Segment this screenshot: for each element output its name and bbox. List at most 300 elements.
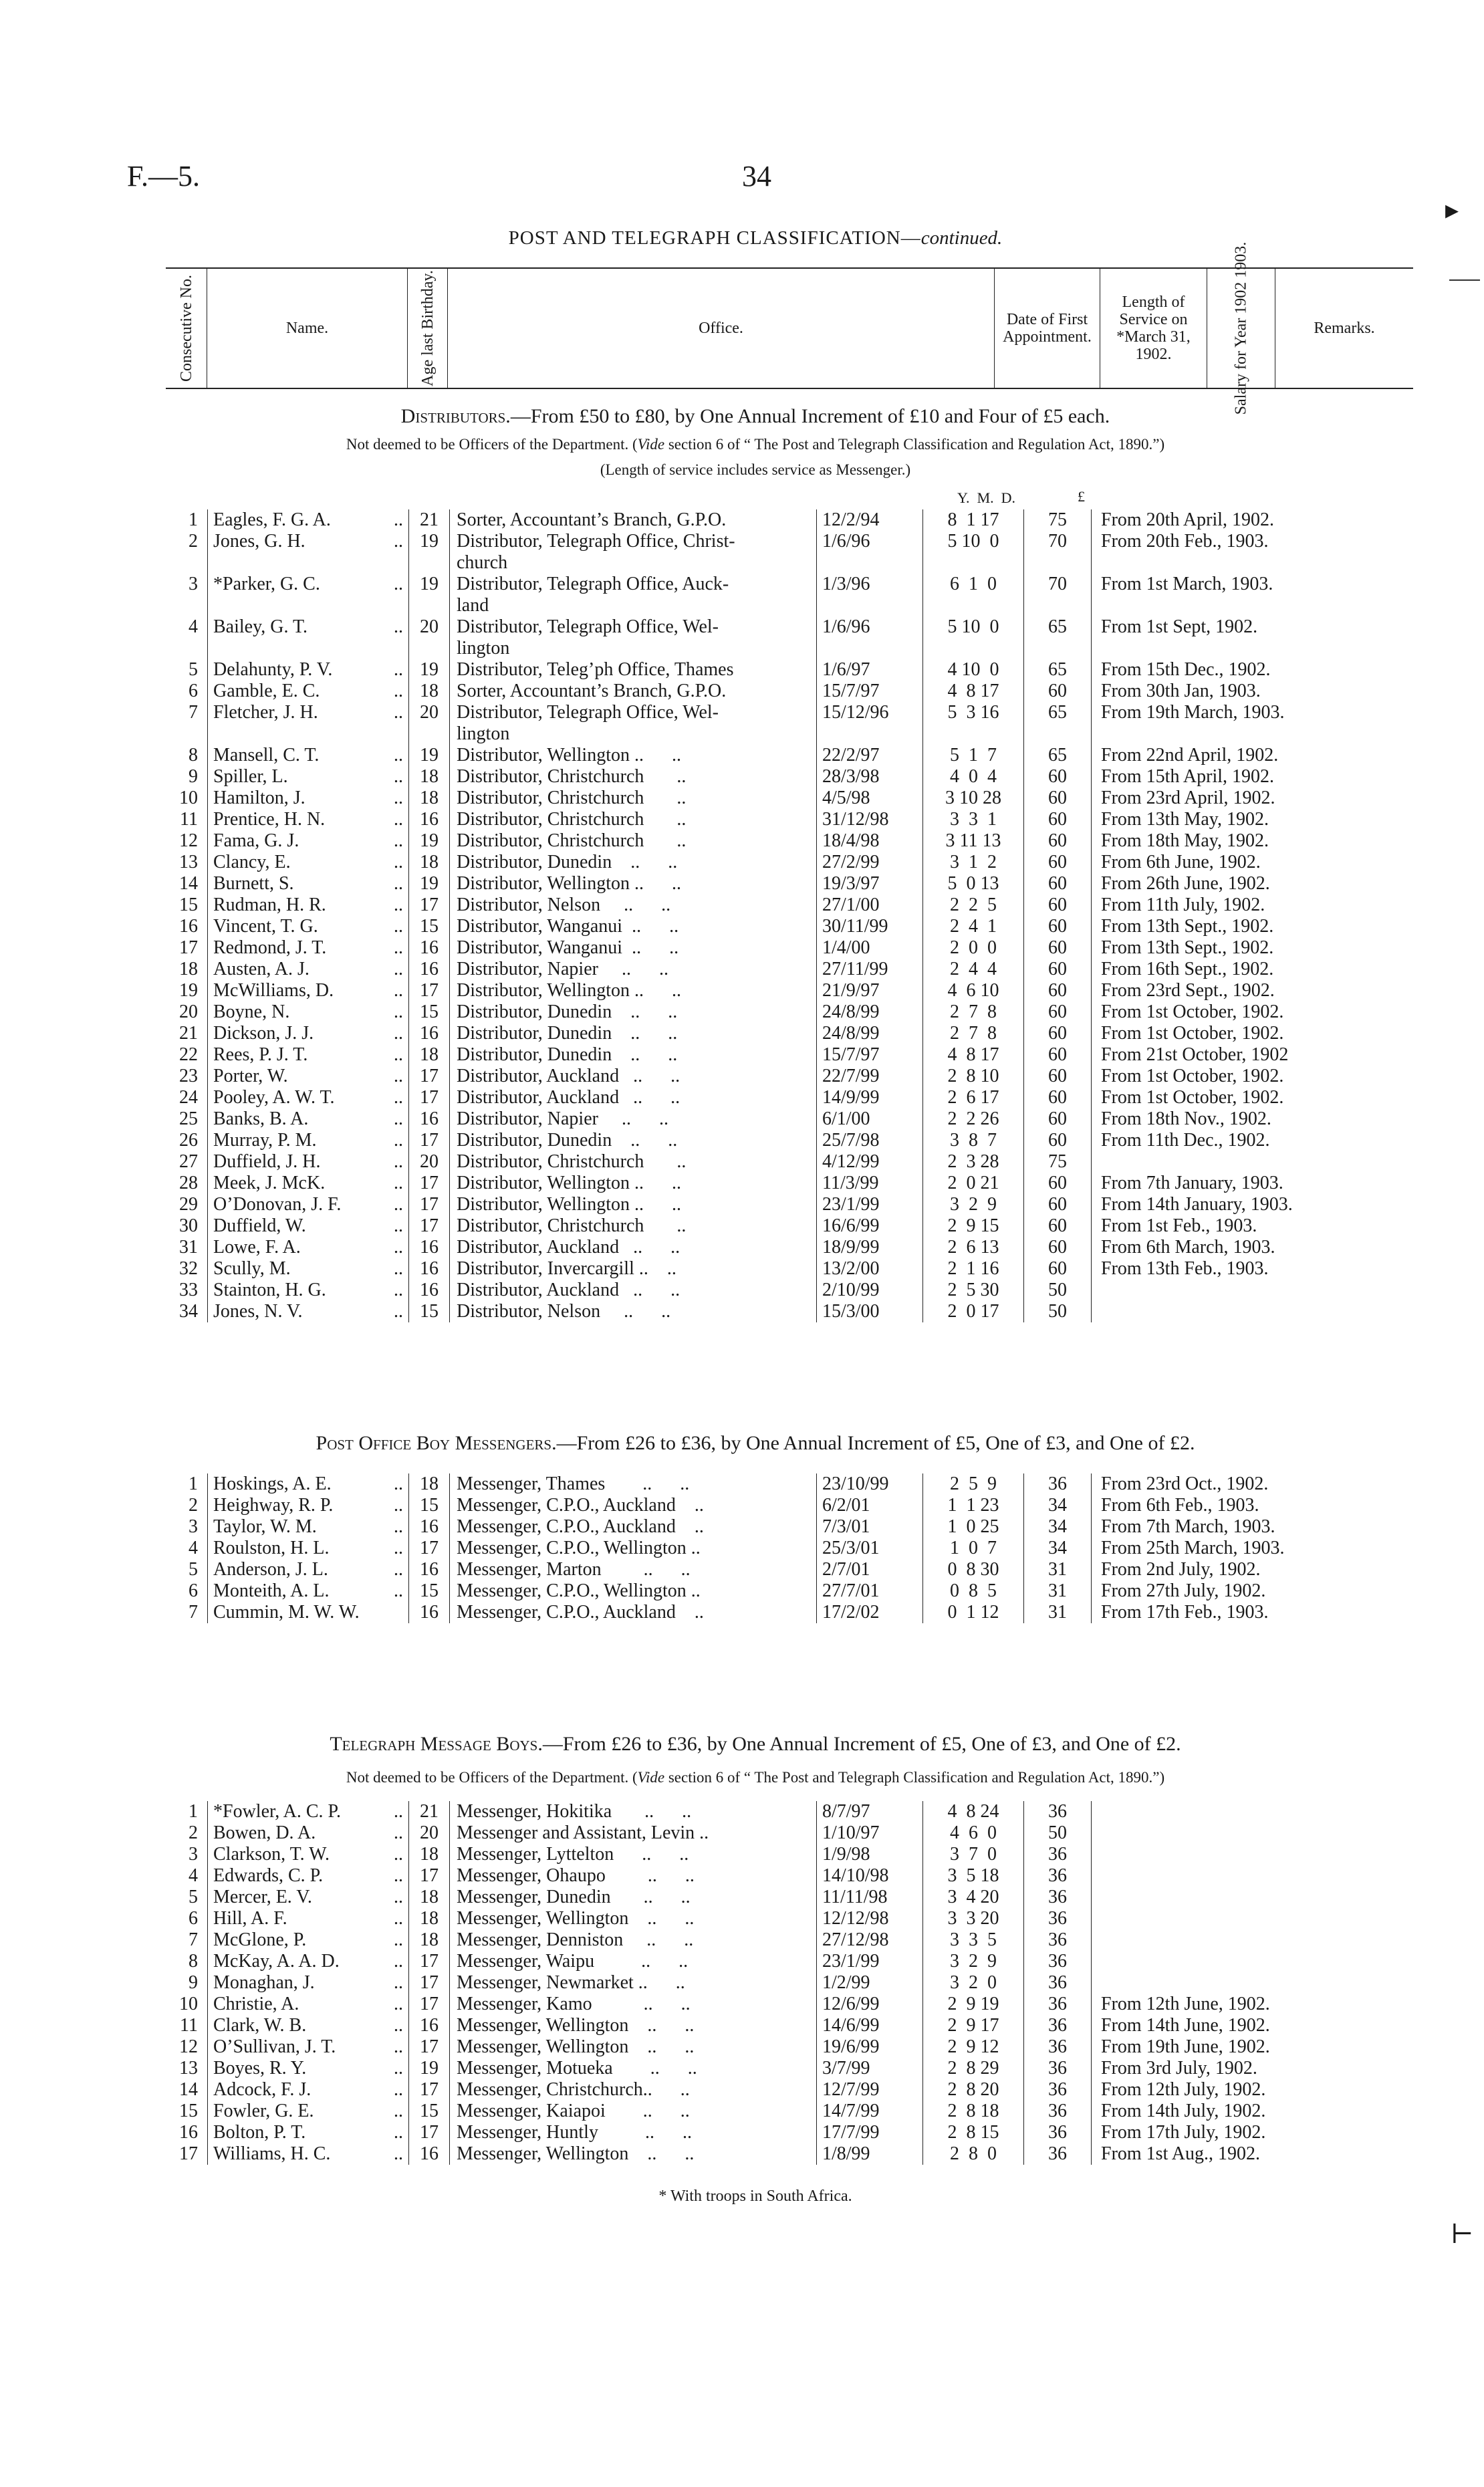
row-remarks: From 14th July, 1902. xyxy=(1092,2101,1396,2122)
row-number: 20 xyxy=(179,1001,198,1022)
row-age: 19 xyxy=(409,873,450,895)
row-date: 18/4/98 xyxy=(817,830,923,852)
row-salary: 34 xyxy=(1024,1495,1092,1516)
row-salary: 50 xyxy=(1024,1280,1092,1301)
table-row xyxy=(175,1194,1395,1215)
table-row xyxy=(175,1844,1395,1865)
row-remarks: From 1st October, 1902. xyxy=(1092,1001,1396,1023)
table-row xyxy=(175,1473,1395,1495)
col-age: Age last Birthday. xyxy=(408,269,448,388)
row-remarks: From 19th March, 1903. xyxy=(1092,702,1396,745)
row-date: 16/6/99 xyxy=(817,1215,923,1237)
row-office: Messenger, C.P.O., Auckland .. xyxy=(450,1602,817,1623)
row-remarks xyxy=(1092,1929,1396,1951)
row-date: 23/10/99 xyxy=(817,1473,923,1495)
row-remarks xyxy=(1092,1887,1396,1908)
row-name: Hamilton, J. .. xyxy=(208,788,409,809)
row-age: 19 xyxy=(409,574,450,616)
row-remarks: From 15th April, 1902. xyxy=(1092,766,1396,788)
table-row xyxy=(175,1237,1395,1258)
row-salary: 36 xyxy=(1024,1865,1092,1887)
row-length: 2 8 0 xyxy=(923,2143,1024,2165)
row-remarks: From 11th July, 1902. xyxy=(1092,895,1396,916)
row-age: 17 xyxy=(409,1215,450,1237)
row-date: 12/6/99 xyxy=(817,1994,923,2015)
row-length: 2 8 20 xyxy=(923,2079,1024,2101)
row-remarks: From 22nd April, 1902. xyxy=(1092,745,1396,766)
row-office: Sorter, Accountant’s Branch, G.P.O. xyxy=(450,509,817,531)
table-row xyxy=(175,1495,1395,1516)
row-number: 9 xyxy=(189,1972,198,1993)
row-name: Fama, G. J. .. xyxy=(208,830,409,852)
row-date: 12/7/99 xyxy=(817,2079,923,2101)
row-date: 22/7/99 xyxy=(817,1066,923,1087)
row-number: 1 xyxy=(189,1801,198,1822)
table-row xyxy=(175,1280,1395,1301)
table-row xyxy=(175,1887,1395,1908)
row-name: Williams, H. C. .. xyxy=(208,2143,409,2165)
row-remarks xyxy=(1092,1822,1396,1844)
row-age: 17 xyxy=(409,1194,450,1215)
row-salary: 65 xyxy=(1024,659,1092,681)
row-remarks: From 25th March, 1903. xyxy=(1092,1538,1396,1559)
row-length: 2 8 15 xyxy=(923,2122,1024,2143)
row-length: 3 3 1 xyxy=(923,809,1024,830)
table-row xyxy=(175,1215,1395,1237)
table-row xyxy=(175,916,1395,937)
row-length: 5 3 16 xyxy=(923,702,1024,745)
row-length: 2 2 26 xyxy=(923,1108,1024,1130)
col-length: Length of Service on *March 31, 1902. xyxy=(1100,269,1207,388)
row-length: 5 10 0 xyxy=(923,616,1024,659)
row-office: Distributor, Wellington .. .. xyxy=(450,873,817,895)
row-salary: 36 xyxy=(1024,1951,1092,1972)
row-office: Distributor, Auckland .. .. xyxy=(450,1280,817,1301)
row-salary: 60 xyxy=(1024,873,1092,895)
margin-mark-bottom: ⊢ xyxy=(1451,2219,1474,2249)
row-length: 2 8 10 xyxy=(923,1066,1024,1087)
row-length: 0 1 12 xyxy=(923,1602,1024,1623)
row-length: 4 8 24 xyxy=(923,1801,1024,1822)
row-date: 3/7/99 xyxy=(817,2058,923,2079)
row-salary: 60 xyxy=(1024,852,1092,873)
row-length: 5 0 13 xyxy=(923,873,1024,895)
row-name: Meek, J. McK. .. xyxy=(208,1173,409,1194)
row-date: 6/1/00 xyxy=(817,1108,923,1130)
row-number: 12 xyxy=(179,830,198,851)
row-office: Distributor, Christchurch .. xyxy=(450,830,817,852)
table-row xyxy=(175,531,1395,574)
row-date: 1/8/99 xyxy=(817,2143,923,2165)
row-age: 19 xyxy=(409,745,450,766)
row-length: 2 9 19 xyxy=(923,1994,1024,2015)
row-number: 11 xyxy=(180,809,198,830)
table-row xyxy=(175,1044,1395,1066)
row-name: McGlone, P. .. xyxy=(208,1929,409,1951)
row-number: 24 xyxy=(179,1087,198,1108)
row-office: Distributor, Wanganui .. .. xyxy=(450,916,817,937)
row-length: 3 4 20 xyxy=(923,1887,1024,1908)
row-date: 28/3/98 xyxy=(817,766,923,788)
row-age: 17 xyxy=(409,1865,450,1887)
row-length: 4 10 0 xyxy=(923,659,1024,681)
row-age: 19 xyxy=(409,531,450,574)
row-number: 21 xyxy=(179,1023,198,1044)
row-remarks: From 12th July, 1902. xyxy=(1092,2079,1396,2101)
table-row xyxy=(175,1929,1395,1951)
row-age: 17 xyxy=(409,2079,450,2101)
row-office: Messenger, C.P.O., Wellington .. xyxy=(450,1580,817,1602)
row-salary: 36 xyxy=(1024,2079,1092,2101)
row-remarks: From 23rd Oct., 1902. xyxy=(1092,1473,1396,1495)
row-number: 17 xyxy=(179,2143,198,2164)
row-salary: 60 xyxy=(1024,766,1092,788)
boy-messengers-table xyxy=(175,1473,1395,1623)
table-row xyxy=(175,788,1395,809)
row-name: Clarkson, T. W. .. xyxy=(208,1844,409,1865)
row-number: 8 xyxy=(189,1951,198,1972)
row-remarks: From 18th May, 1902. xyxy=(1092,830,1396,852)
row-remarks: From 17th July, 1902. xyxy=(1092,2122,1396,2143)
row-name: *Parker, G. C. .. xyxy=(208,574,409,616)
row-remarks: From 27th July, 1902. xyxy=(1092,1580,1396,1602)
row-salary: 36 xyxy=(1024,2143,1092,2165)
row-remarks xyxy=(1092,1844,1396,1865)
row-remarks xyxy=(1092,1972,1396,1994)
row-number: 5 xyxy=(189,1559,198,1580)
row-name: Austen, A. J. .. xyxy=(208,959,409,980)
row-name: Gamble, E. C. .. xyxy=(208,681,409,702)
row-salary: 50 xyxy=(1024,1301,1092,1322)
row-age: 17 xyxy=(409,2122,450,2143)
row-length: 4 6 10 xyxy=(923,980,1024,1001)
row-office: Messenger, Dunedin .. .. xyxy=(450,1887,817,1908)
row-salary: 60 xyxy=(1024,809,1092,830)
row-date: 14/9/99 xyxy=(817,1087,923,1108)
row-date: 23/1/99 xyxy=(817,1194,923,1215)
section-note-telegraph-boys: Not deemed to be Officers of the Department. (Vide section 6 of “ The Post and Telegraph Classification and Regulation Act, 1890.”) xyxy=(346,1769,1165,1786)
row-age: 18 xyxy=(409,766,450,788)
row-name: Murray, P. M. .. xyxy=(208,1130,409,1151)
row-age: 16 xyxy=(409,1237,450,1258)
row-number: 15 xyxy=(179,2101,198,2121)
row-length: 3 2 9 xyxy=(923,1951,1024,1972)
row-salary: 60 xyxy=(1024,681,1092,702)
row-name: Bailey, G. T. .. xyxy=(208,616,409,659)
row-office: Distributor, Nelson .. .. xyxy=(450,895,817,916)
table-row xyxy=(175,1023,1395,1044)
row-number: 8 xyxy=(189,745,198,765)
row-name: Stainton, H. G. .. xyxy=(208,1280,409,1301)
row-age: 16 xyxy=(409,1258,450,1280)
row-age: 17 xyxy=(409,1994,450,2015)
row-name: Delahunty, P. V. .. xyxy=(208,659,409,681)
row-salary: 36 xyxy=(1024,2036,1092,2058)
row-office: Distributor, Auckland .. .. xyxy=(450,1237,817,1258)
row-name: McKay, A. A. D. .. xyxy=(208,1951,409,1972)
table-row xyxy=(175,1087,1395,1108)
row-number: 18 xyxy=(179,959,198,979)
row-office: Messenger, Denniston .. .. xyxy=(450,1929,817,1951)
length-unit-labels: Y. M. D. xyxy=(957,489,1016,506)
row-length: 2 4 4 xyxy=(923,959,1024,980)
row-office: Distributor, Napier .. .. xyxy=(450,959,817,980)
row-office: Distributor, Dunedin .. .. xyxy=(450,1130,817,1151)
row-date: 19/6/99 xyxy=(817,2036,923,2058)
row-office: Distributor, Telegraph Office, Auck- land xyxy=(450,574,817,616)
row-remarks xyxy=(1092,1865,1396,1887)
row-remarks: From 1st Feb., 1903. xyxy=(1092,1215,1396,1237)
row-remarks xyxy=(1092,1301,1396,1322)
row-date: 14/6/99 xyxy=(817,2015,923,2036)
row-name: Dickson, J. J. .. xyxy=(208,1023,409,1044)
row-number: 3 xyxy=(189,1516,198,1537)
table-row xyxy=(175,980,1395,1001)
row-age: 20 xyxy=(409,616,450,659)
row-office: Messenger and Assistant, Levin .. xyxy=(450,1822,817,1844)
row-age: 21 xyxy=(409,1801,450,1822)
row-name: Roulston, H. L. .. xyxy=(208,1538,409,1559)
row-remarks: From 20th Feb., 1903. xyxy=(1092,531,1396,574)
row-length: 2 0 0 xyxy=(923,937,1024,959)
row-name: Monteith, A. L. .. xyxy=(208,1580,409,1602)
table-row xyxy=(175,809,1395,830)
row-number: 25 xyxy=(179,1108,198,1129)
row-name: Jones, G. H. .. xyxy=(208,531,409,574)
section-title-boy-messengers: Post Office Boy Messengers.—From £26 to £36, by One Annual Increment of £5, One of £3, and One of £2. xyxy=(316,1432,1195,1454)
row-office: Messenger, Christchurch.. .. xyxy=(450,2079,817,2101)
row-length: 2 8 29 xyxy=(923,2058,1024,2079)
row-remarks xyxy=(1092,1908,1396,1929)
row-name: Cummin, M. W. W. xyxy=(208,1602,409,1623)
row-number: 13 xyxy=(179,2058,198,2079)
table-row xyxy=(175,1516,1395,1538)
row-length: 4 6 0 xyxy=(923,1822,1024,1844)
row-remarks: From 26th June, 1902. xyxy=(1092,873,1396,895)
row-date: 1/6/96 xyxy=(817,616,923,659)
row-remarks: From 1st March, 1903. xyxy=(1092,574,1396,616)
row-salary: 60 xyxy=(1024,980,1092,1001)
row-date: 4/5/98 xyxy=(817,788,923,809)
row-name: Boyne, N. .. xyxy=(208,1001,409,1023)
row-number: 16 xyxy=(179,2122,198,2143)
row-salary: 65 xyxy=(1024,702,1092,745)
row-office: Messenger, C.P.O., Auckland .. xyxy=(450,1495,817,1516)
row-name: Bowen, D. A. .. xyxy=(208,1822,409,1844)
row-length: 3 11 13 xyxy=(923,830,1024,852)
row-office: Sorter, Accountant’s Branch, G.P.O. xyxy=(450,681,817,702)
row-age: 15 xyxy=(409,2101,450,2122)
row-number: 26 xyxy=(179,1130,198,1151)
row-length: 2 7 8 xyxy=(923,1001,1024,1023)
table-row xyxy=(175,1151,1395,1173)
row-age: 15 xyxy=(409,1580,450,1602)
row-salary: 75 xyxy=(1024,509,1092,531)
pound-unit-label: £ xyxy=(1078,488,1085,505)
row-length: 1 0 7 xyxy=(923,1538,1024,1559)
row-number: 11 xyxy=(180,2015,198,2036)
row-number: 34 xyxy=(179,1301,198,1322)
row-name: McWilliams, D. .. xyxy=(208,980,409,1001)
row-length: 3 7 0 xyxy=(923,1844,1024,1865)
row-remarks: From 18th Nov., 1902. xyxy=(1092,1108,1396,1130)
row-number: 10 xyxy=(179,1994,198,2014)
row-office: Messenger, Thames .. .. xyxy=(450,1473,817,1495)
page-number: 34 xyxy=(742,160,771,193)
row-office: Messenger, Wellington .. .. xyxy=(450,1908,817,1929)
row-age: 15 xyxy=(409,1301,450,1322)
row-number: 23 xyxy=(179,1066,198,1086)
row-date: 25/7/98 xyxy=(817,1130,923,1151)
row-length: 2 4 1 xyxy=(923,916,1024,937)
row-age: 18 xyxy=(409,852,450,873)
row-number: 2 xyxy=(189,1822,198,1843)
row-office: Distributor, Dunedin .. .. xyxy=(450,1044,817,1066)
row-office: Messenger, Waipu .. .. xyxy=(450,1951,817,1972)
row-remarks: From 19th June, 1902. xyxy=(1092,2036,1396,2058)
table-row xyxy=(175,852,1395,873)
row-salary: 36 xyxy=(1024,2058,1092,2079)
row-name: Spiller, L. .. xyxy=(208,766,409,788)
row-age: 19 xyxy=(409,659,450,681)
row-date: 13/2/00 xyxy=(817,1258,923,1280)
table-row xyxy=(175,1559,1395,1580)
row-length: 1 0 25 xyxy=(923,1516,1024,1538)
table-row xyxy=(175,1538,1395,1559)
row-length: 3 3 20 xyxy=(923,1908,1024,1929)
row-remarks xyxy=(1092,1801,1396,1822)
table-row xyxy=(175,1801,1395,1822)
row-number: 1 xyxy=(189,1473,198,1494)
col-date: Date of First Appointment. xyxy=(995,269,1100,388)
row-name: Adcock, F. J. .. xyxy=(208,2079,409,2101)
row-remarks: From 14th January, 1903. xyxy=(1092,1194,1396,1215)
row-office: Messenger, Kaiapoi .. .. xyxy=(450,2101,817,2122)
table-row xyxy=(175,2036,1395,2058)
row-number: 14 xyxy=(179,873,198,894)
row-name: Vincent, T. G. .. xyxy=(208,916,409,937)
row-age: 17 xyxy=(409,1066,450,1087)
row-name: Bolton, P. T. .. xyxy=(208,2122,409,2143)
row-name: *Fowler, A. C. P. .. xyxy=(208,1801,409,1822)
row-office: Messenger, Marton .. .. xyxy=(450,1559,817,1580)
row-salary: 34 xyxy=(1024,1538,1092,1559)
row-remarks xyxy=(1092,1280,1396,1301)
row-name: Boyes, R. Y. .. xyxy=(208,2058,409,2079)
row-date: 11/11/98 xyxy=(817,1887,923,1908)
row-salary: 36 xyxy=(1024,1844,1092,1865)
row-salary: 60 xyxy=(1024,1066,1092,1087)
row-salary: 31 xyxy=(1024,1559,1092,1580)
row-name: Jones, N. V. .. xyxy=(208,1301,409,1322)
row-office: Distributor, Christchurch .. xyxy=(450,766,817,788)
row-length: 3 8 7 xyxy=(923,1130,1024,1151)
row-office: Messenger, C.P.O., Auckland .. xyxy=(450,1516,817,1538)
table-row xyxy=(175,1972,1395,1994)
row-remarks: From 1st October, 1902. xyxy=(1092,1087,1396,1108)
row-date: 7/3/01 xyxy=(817,1516,923,1538)
row-name: Rudman, H. R. .. xyxy=(208,895,409,916)
row-date: 14/10/98 xyxy=(817,1865,923,1887)
table-row xyxy=(175,1066,1395,1087)
row-remarks: From 1st October, 1902. xyxy=(1092,1066,1396,1087)
row-salary: 60 xyxy=(1024,1130,1092,1151)
row-office: Distributor, Dunedin .. .. xyxy=(450,1001,817,1023)
row-date: 15/12/96 xyxy=(817,702,923,745)
row-date: 31/12/98 xyxy=(817,809,923,830)
row-name: Rees, P. J. T. .. xyxy=(208,1044,409,1066)
row-salary: 65 xyxy=(1024,745,1092,766)
col-consecutive-no: Consecutive No. xyxy=(166,269,207,388)
col-name: Name. xyxy=(207,269,408,388)
table-row xyxy=(175,745,1395,766)
row-office: Distributor, Napier .. .. xyxy=(450,1108,817,1130)
row-salary: 36 xyxy=(1024,1929,1092,1951)
section-note2-distributors: (Length of service includes service as Messenger.) xyxy=(600,461,911,478)
row-salary: 36 xyxy=(1024,1801,1092,1822)
row-date: 14/7/99 xyxy=(817,2101,923,2122)
row-name: Monaghan, J. .. xyxy=(208,1972,409,1994)
table-row xyxy=(175,895,1395,916)
row-age: 18 xyxy=(409,1044,450,1066)
row-name: Duffield, W. .. xyxy=(208,1215,409,1237)
row-date: 8/7/97 xyxy=(817,1801,923,1822)
row-length: 2 9 15 xyxy=(923,1215,1024,1237)
row-salary: 60 xyxy=(1024,788,1092,809)
row-age: 17 xyxy=(409,1972,450,1994)
row-age: 16 xyxy=(409,1602,450,1623)
row-length: 3 3 5 xyxy=(923,1929,1024,1951)
row-number: 5 xyxy=(189,1887,198,1907)
row-age: 19 xyxy=(409,2058,450,2079)
row-date: 1/6/96 xyxy=(817,531,923,574)
row-date: 1/3/96 xyxy=(817,574,923,616)
row-office: Distributor, Christchurch .. xyxy=(450,788,817,809)
row-age: 17 xyxy=(409,1951,450,1972)
row-number: 13 xyxy=(179,852,198,872)
row-number: 17 xyxy=(179,937,198,958)
row-length: 2 0 21 xyxy=(923,1173,1024,1194)
col-office: Office. xyxy=(448,269,995,388)
row-length: 2 0 17 xyxy=(923,1301,1024,1322)
row-name: Burnett, S. .. xyxy=(208,873,409,895)
row-number: 4 xyxy=(189,616,198,637)
row-length: 2 9 17 xyxy=(923,2015,1024,2036)
row-number: 10 xyxy=(179,788,198,808)
row-remarks: From 1st October, 1902. xyxy=(1092,1023,1396,1044)
row-length: 2 6 13 xyxy=(923,1237,1024,1258)
row-date: 12/12/98 xyxy=(817,1908,923,1929)
row-name: Scully, M. .. xyxy=(208,1258,409,1280)
footnote: * With troops in South Africa. xyxy=(658,2187,852,2205)
row-age: 16 xyxy=(409,959,450,980)
row-remarks: From 11th Dec., 1902. xyxy=(1092,1130,1396,1151)
row-name: Heighway, R. P. .. xyxy=(208,1495,409,1516)
row-date: 27/2/99 xyxy=(817,852,923,873)
row-office: Distributor, Invercargill .. .. xyxy=(450,1258,817,1280)
row-office: Messenger, C.P.O., Wellington .. xyxy=(450,1538,817,1559)
row-date: 1/4/00 xyxy=(817,937,923,959)
column-header xyxy=(166,241,1413,415)
row-number: 31 xyxy=(179,1237,198,1258)
row-office: Distributor, Wellington .. .. xyxy=(450,745,817,766)
row-date: 27/1/00 xyxy=(817,895,923,916)
row-age: 17 xyxy=(409,1538,450,1559)
row-salary: 70 xyxy=(1024,531,1092,574)
row-date: 25/3/01 xyxy=(817,1538,923,1559)
row-date: 23/1/99 xyxy=(817,1951,923,1972)
row-salary: 36 xyxy=(1024,1908,1092,1929)
